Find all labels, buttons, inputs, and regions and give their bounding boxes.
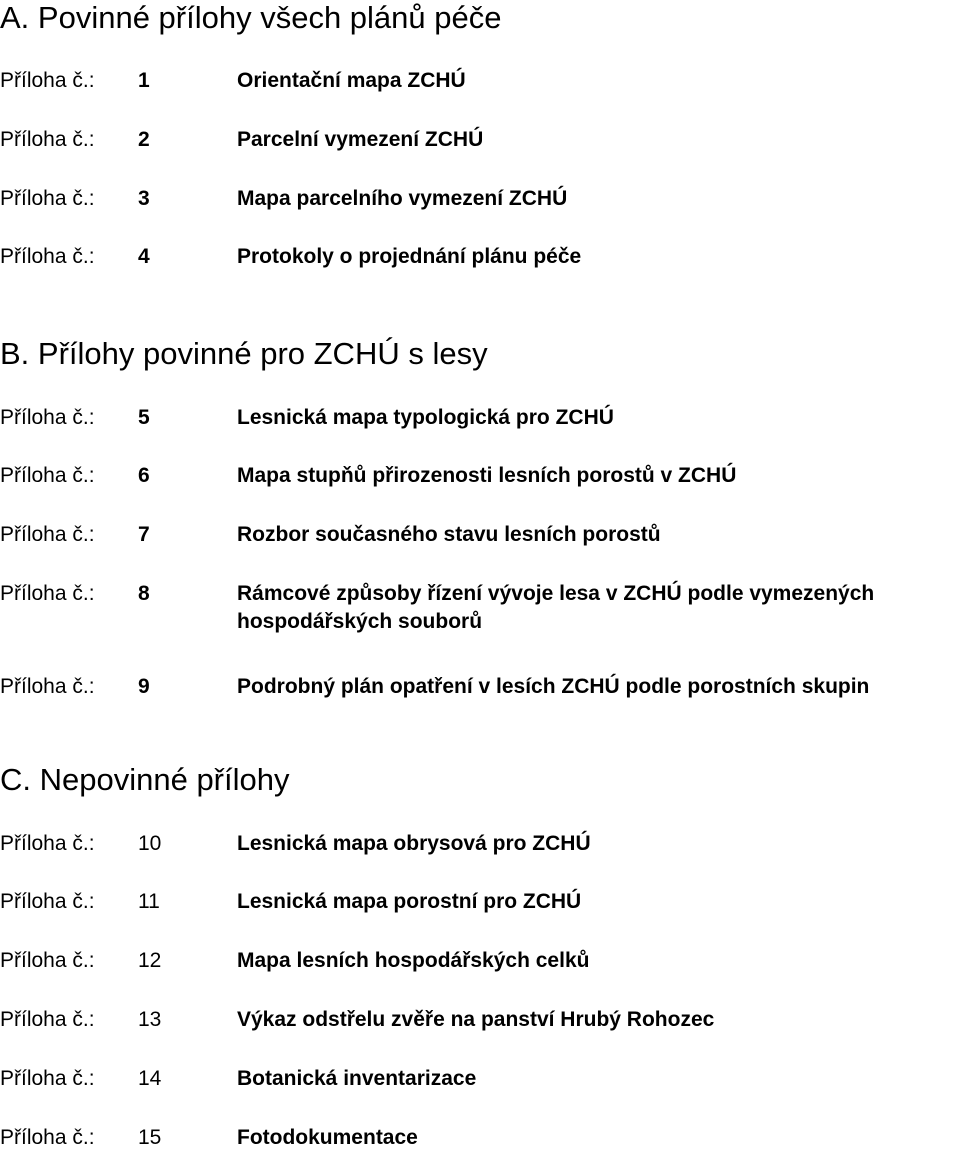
attachment-title: Lesnická mapa typologická pro ZCHÚ <box>237 406 614 429</box>
attachment-label: Příloha č.: <box>0 1008 95 1031</box>
attachment-number: 3 <box>138 187 150 210</box>
attachment-title: Botanická inventarizace <box>237 1067 477 1090</box>
section-title-a: A. Povinné přílohy všech plánů péče <box>0 0 502 35</box>
attachment-number: 11 <box>138 890 160 913</box>
attachment-title: Orientační mapa ZCHÚ <box>237 69 466 92</box>
attachment-number: 13 <box>138 1008 162 1031</box>
attachment-label: Příloha č.: <box>0 128 95 151</box>
attachment-number: 10 <box>138 832 162 855</box>
attachment-label: Příloha č.: <box>0 69 95 92</box>
attachment-number: 9 <box>138 675 150 698</box>
attachment-title: Mapa parcelního vymezení ZCHÚ <box>237 187 568 210</box>
attachment-label: Příloha č.: <box>0 523 95 546</box>
attachment-label: Příloha č.: <box>0 675 95 698</box>
attachment-number: 12 <box>138 949 162 972</box>
attachment-title: Rozbor současného stavu lesních porostů <box>237 523 661 546</box>
attachment-title: Mapa stupňů přirozenosti lesních porostů v ZCHÚ <box>237 464 737 487</box>
attachment-title: Mapa lesních hospodářských celků <box>237 949 590 972</box>
attachment-title: Rámcové způsoby řízení vývoje lesa v ZCHÚ podle vymezených hospodářských souborů <box>237 582 875 633</box>
attachment-number: 1 <box>138 69 150 92</box>
attachment-number: 8 <box>138 582 150 605</box>
attachment-label: Příloha č.: <box>0 245 95 268</box>
attachment-number: 5 <box>138 406 150 429</box>
attachment-title: Protokoly o projednání plánu péče <box>237 245 582 268</box>
attachment-label: Příloha č.: <box>0 464 95 487</box>
attachment-title: Podrobný plán opatření v lesích ZCHÚ podle porostních skupin <box>237 675 870 698</box>
attachment-label: Příloha č.: <box>0 1067 95 1090</box>
attachment-title: Fotodokumentace <box>237 1126 418 1149</box>
attachment-number: 4 <box>138 245 150 268</box>
attachment-number: 15 <box>138 1126 162 1149</box>
attachment-title: Lesnická mapa obrysová pro ZCHÚ <box>237 832 591 855</box>
attachment-label: Příloha č.: <box>0 832 95 855</box>
attachment-title: Výkaz odstřelu zvěře na panství Hrubý Rohozec <box>237 1008 715 1031</box>
attachment-number: 2 <box>138 128 150 151</box>
attachment-title: Parcelní vymezení ZCHÚ <box>237 128 484 151</box>
attachment-number: 7 <box>138 523 150 546</box>
attachment-label: Příloha č.: <box>0 890 95 913</box>
section-title-c: C. Nepovinné přílohy <box>0 762 290 797</box>
attachment-label: Příloha č.: <box>0 582 95 605</box>
attachment-number: 14 <box>138 1067 162 1090</box>
attachment-label: Příloha č.: <box>0 949 95 972</box>
attachment-label: Příloha č.: <box>0 187 95 210</box>
attachment-title: Lesnická mapa porostní pro ZCHÚ <box>237 890 582 913</box>
section-title-b: B. Přílohy povinné pro ZCHÚ s lesy <box>0 336 488 371</box>
attachment-label: Příloha č.: <box>0 1126 95 1149</box>
attachment-label: Příloha č.: <box>0 406 95 429</box>
attachment-number: 6 <box>138 464 150 487</box>
